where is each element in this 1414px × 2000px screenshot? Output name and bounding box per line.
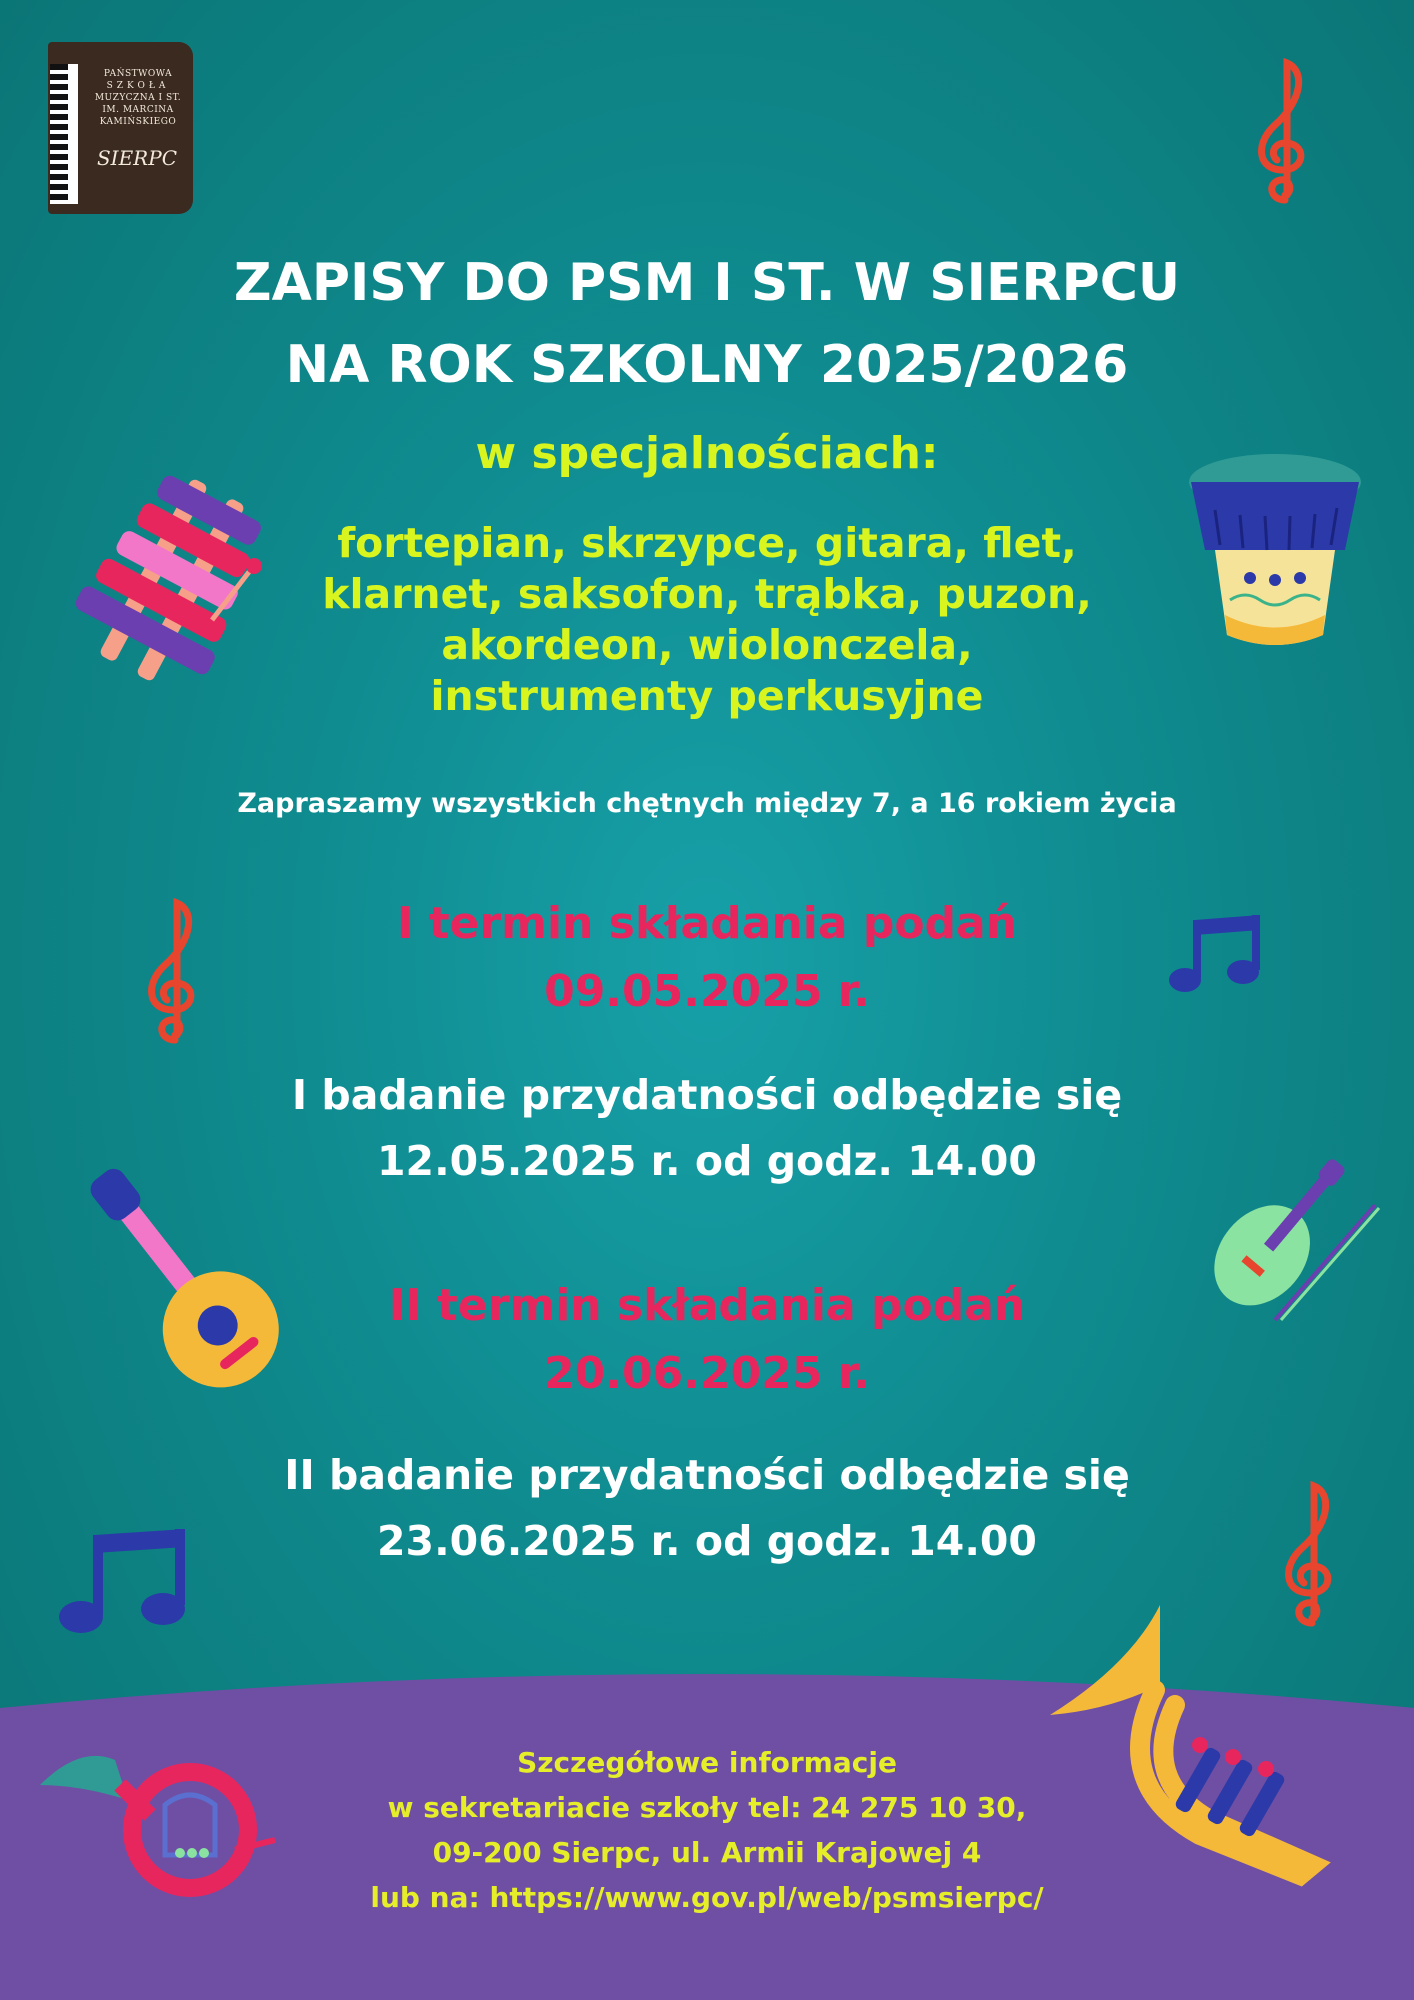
specialties-list xyxy=(0,518,1414,722)
term2-label: II termin składania podań xyxy=(388,1280,1026,1331)
logo-line: PAŃSTWOWA xyxy=(103,69,173,79)
school-logo xyxy=(48,42,193,214)
exam2-block xyxy=(0,1442,1414,1574)
logo-line: MUZYCZNA I ST. xyxy=(94,93,182,103)
term2-block xyxy=(0,1272,1414,1408)
logo-city: SIERPC xyxy=(96,146,178,170)
term1-label: I termin składania podań xyxy=(396,898,1018,949)
title-line: NA ROK SZKOLNY 2025/2026 xyxy=(285,335,1129,395)
title-line: ZAPISY DO PSM I ST. W SIERPCU xyxy=(233,253,1181,313)
footer-link[interactable]: lub na: https://www.gov.pl/web/psmsierpc/ xyxy=(370,1881,1044,1914)
age-invitation: Zapraszamy wszystkich chętnych między 7, a 16 rokiem życia xyxy=(237,788,1177,819)
specialties-line: fortepian, skrzypce, gitara, flet, xyxy=(337,519,1077,567)
exam2-line1: II badanie przydatności odbędzie się xyxy=(284,1451,1130,1499)
exam2-line2: 23.06.2025 r. od godz. 14.00 xyxy=(377,1517,1037,1565)
exam1-block xyxy=(0,1062,1414,1194)
exam1-line1: I badanie przydatności odbędzie się xyxy=(291,1071,1123,1119)
logo-text xyxy=(84,68,192,128)
specialties-line: akordeon, wiolonczela, xyxy=(441,621,973,669)
footer-line: Szczegółowe informacje xyxy=(517,1746,897,1779)
footer-line: 09-200 Sierpc, ul. Armii Krajowej 4 xyxy=(432,1836,982,1869)
page-title xyxy=(0,242,1414,406)
term1-block xyxy=(0,890,1414,1026)
piano-keys-icon xyxy=(50,64,78,204)
footer-line: w sekretariacie szkoły tel: 24 275 10 30, xyxy=(387,1791,1027,1824)
term2-date: 20.06.2025 r. xyxy=(544,1348,870,1399)
logo-line: SZKOŁA xyxy=(106,81,170,91)
logo-line: KAMIŃSKIEGO xyxy=(99,117,177,127)
specialties-line: instrumenty perkusyjne xyxy=(430,672,984,720)
specialties-line: klarnet, saksofon, trąbka, puzon, xyxy=(322,570,1092,618)
specialties-heading: w specjalnościach: xyxy=(475,428,939,479)
logo-line: IM. MARCINA xyxy=(102,105,174,115)
footer-info xyxy=(0,1740,1414,1920)
treble-clef-icon xyxy=(1245,55,1325,205)
term1-date: 09.05.2025 r. xyxy=(544,966,870,1017)
exam1-line2: 12.05.2025 r. od godz. 14.00 xyxy=(377,1137,1037,1185)
